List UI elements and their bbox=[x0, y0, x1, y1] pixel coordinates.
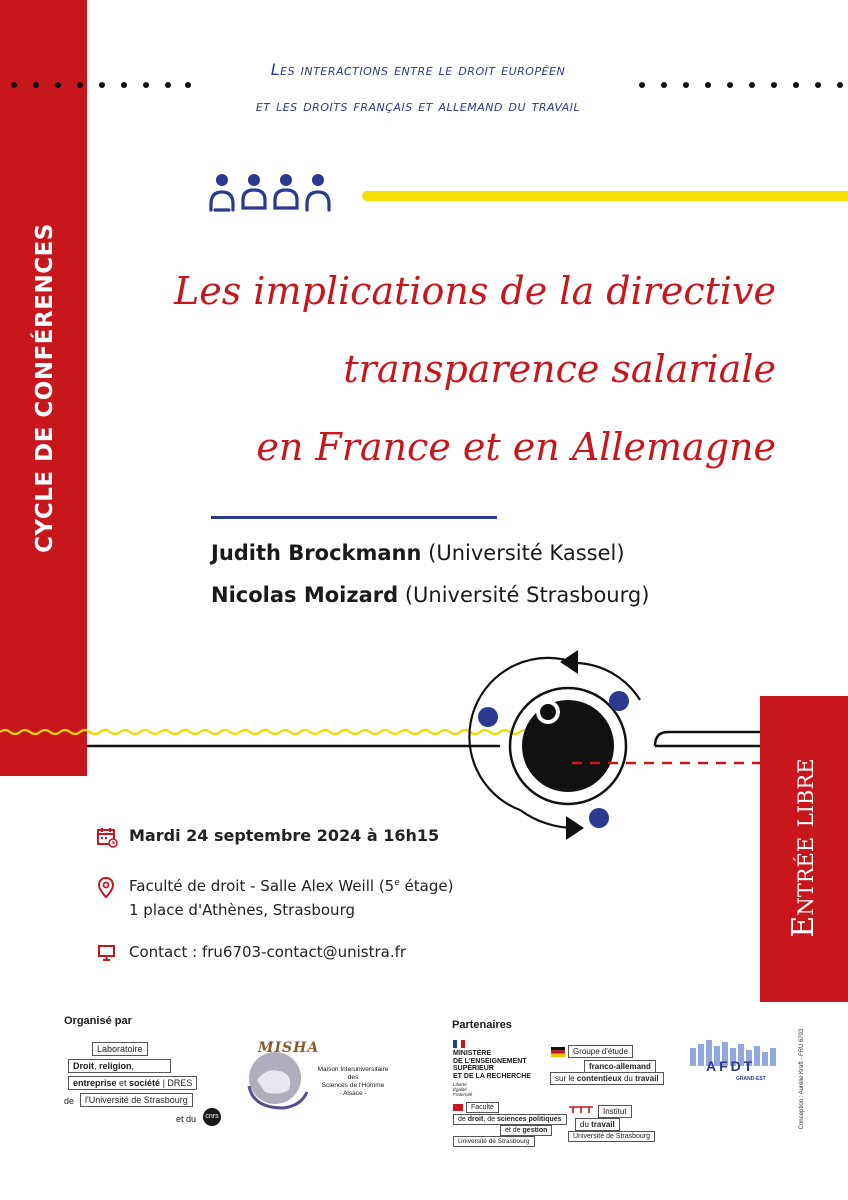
ministry-line-4: ET DE LA RECHERCHE bbox=[453, 1072, 531, 1080]
it-box-2 bbox=[575, 1118, 620, 1131]
misha-caption bbox=[312, 1066, 394, 1098]
calendar-icon bbox=[96, 826, 118, 848]
cnrs-logo-text: cnrs bbox=[205, 1113, 219, 1120]
event-place-end: étage) bbox=[399, 877, 454, 895]
lab-line-1: Laboratoire bbox=[97, 1044, 143, 1054]
afdt-logo-text: AFDT bbox=[706, 1058, 756, 1074]
fac-line-4: Université de Strasbourg bbox=[458, 1138, 530, 1145]
lab-de: de bbox=[64, 1096, 75, 1106]
fac-de-2: , de bbox=[483, 1116, 495, 1123]
ministry-line-1: MINISTÈRE bbox=[453, 1050, 492, 1057]
event-place-line-1 bbox=[129, 877, 453, 895]
fac-droit: droit bbox=[467, 1116, 484, 1123]
lab-box-2 bbox=[68, 1059, 171, 1073]
title-line-1: Les implications de la directive bbox=[174, 269, 776, 313]
dots-right bbox=[636, 78, 848, 92]
misha-line-1: Maison Interuniversitaire des bbox=[317, 1066, 389, 1081]
it-travail: travail bbox=[591, 1120, 615, 1129]
misha-logo-text: MISHA bbox=[258, 1040, 320, 1056]
lab-box-4 bbox=[80, 1093, 193, 1107]
lab-dres: | DRES bbox=[160, 1078, 193, 1088]
event-place-sup: e bbox=[394, 878, 400, 888]
event-place-line-2: 1 place d'Athènes, Strasbourg bbox=[129, 901, 355, 919]
header-line-2: et les droits français et allemand du travail bbox=[255, 96, 581, 115]
it-line-3: Université de Strasbourg bbox=[573, 1133, 651, 1140]
entry-badge-label: Entrée libre bbox=[786, 758, 821, 938]
lab-societe: société bbox=[129, 1078, 161, 1088]
fac-gestion: gestion bbox=[522, 1127, 548, 1134]
afdt-logo-sub: GRAND-EST bbox=[736, 1076, 766, 1082]
speaker-1 bbox=[211, 541, 625, 565]
misha-line-3: - Alsace - bbox=[339, 1090, 367, 1097]
navy-rule bbox=[211, 516, 497, 519]
credit-text: Conception : Aurélie Kraft - FRU 6703 bbox=[799, 1028, 805, 1130]
title-line-3: en France et en Allemagne bbox=[256, 425, 776, 469]
ministry-line-2: DE L'ENSEIGNEMENT bbox=[453, 1057, 527, 1065]
event-place-text: Faculté de droit - Salle Alex Weill (5 bbox=[129, 877, 395, 895]
lab-box-3 bbox=[68, 1076, 197, 1090]
title-line-2: transparence salariale bbox=[343, 347, 776, 391]
ge-contentieux: contentieux bbox=[576, 1074, 622, 1083]
ge-line-1: Groupe d'étude bbox=[573, 1047, 628, 1056]
fac-line-1: Faculté bbox=[471, 1104, 494, 1111]
central-graphic bbox=[0, 640, 848, 840]
lab-sep-2: , bbox=[131, 1061, 135, 1071]
location-pin-icon bbox=[97, 877, 115, 899]
partners-heading: Partenaires bbox=[452, 1019, 512, 1031]
sidebar-label: CYCLE DE CONFÉRENCES bbox=[32, 223, 58, 553]
event-contact: Contact : fru6703-contact@unistra.fr bbox=[129, 943, 407, 961]
fac-box-4 bbox=[453, 1136, 535, 1147]
ministry-line-3: SUPÉRIEUR bbox=[453, 1065, 494, 1072]
lab-et: et bbox=[116, 1078, 130, 1088]
speaker-2 bbox=[211, 583, 649, 607]
flags-icon bbox=[551, 1047, 565, 1057]
fac-box-1 bbox=[466, 1102, 499, 1113]
speaker-1-name: Judith Brockmann bbox=[211, 541, 422, 565]
misha-line-2: Sciences de l'Homme bbox=[321, 1082, 385, 1089]
ge-line-2: franco-allemand bbox=[589, 1062, 651, 1071]
event-date: Mardi 24 septembre 2024 à 16h15 bbox=[129, 826, 440, 845]
fac-box-3 bbox=[500, 1125, 552, 1136]
lab-box-1 bbox=[92, 1042, 148, 1056]
marianne-flag-icon bbox=[453, 1040, 465, 1048]
it-du: du bbox=[580, 1120, 589, 1129]
speaker-2-affiliation: (Université Strasbourg) bbox=[404, 583, 650, 607]
cnrs-logo bbox=[203, 1108, 221, 1126]
fac-de: de bbox=[458, 1116, 466, 1123]
lab-et-du: et du bbox=[176, 1114, 197, 1124]
ministry-logo bbox=[453, 1050, 531, 1097]
lab-droit: Droit bbox=[73, 1061, 94, 1071]
it-box-3 bbox=[568, 1131, 655, 1142]
lab-sep-1: , bbox=[94, 1061, 100, 1071]
people-icon bbox=[208, 170, 332, 216]
lab-university: l'Université de Strasbourg bbox=[85, 1095, 188, 1105]
lab-religion: religion bbox=[99, 1061, 132, 1071]
yellow-rule bbox=[362, 191, 848, 201]
header-line-1: Les interactions entre le droit européen bbox=[270, 60, 566, 79]
lab-entreprise: entreprise bbox=[73, 1078, 117, 1088]
it-line-1: Institut bbox=[603, 1107, 627, 1116]
ge-du: du bbox=[623, 1074, 633, 1083]
ministry-motto-3: Fraternité bbox=[453, 1092, 473, 1097]
ministry-motto-2: Égalité bbox=[453, 1087, 467, 1092]
ministry-motto-1: Liberté bbox=[453, 1082, 467, 1087]
ge-travail: travail bbox=[635, 1074, 659, 1083]
fac-et-de: et de bbox=[505, 1127, 521, 1134]
dots-left bbox=[0, 78, 200, 92]
ge-sur-le: sur le bbox=[555, 1074, 575, 1083]
ge-box-3 bbox=[550, 1072, 664, 1085]
faculty-flag-icon bbox=[453, 1104, 463, 1111]
it-box-1 bbox=[598, 1105, 632, 1118]
ge-box-1 bbox=[568, 1045, 633, 1058]
speaker-1-affiliation: (Université Kassel) bbox=[428, 541, 625, 565]
fac-box-2 bbox=[453, 1114, 567, 1125]
institute-icon bbox=[568, 1106, 594, 1114]
fac-sciences-po: sciences politiques bbox=[496, 1116, 562, 1123]
organizers-heading: Organisé par bbox=[64, 1015, 132, 1027]
speaker-2-name: Nicolas Moizard bbox=[211, 583, 399, 607]
computer-icon bbox=[97, 944, 117, 962]
